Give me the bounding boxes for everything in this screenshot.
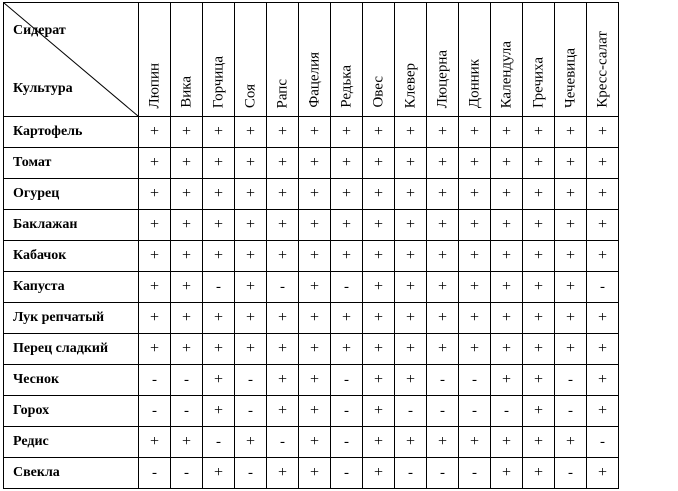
column-header (587, 3, 619, 117)
compatibility-mark: - (427, 396, 459, 427)
compatibility-mark: + (459, 117, 491, 148)
compatibility-mark: + (171, 303, 203, 334)
compatibility-mark: - (139, 365, 171, 396)
table-row (4, 179, 619, 210)
compatibility-mark: + (491, 179, 523, 210)
compatibility-mark: + (363, 458, 395, 489)
compatibility-mark: + (427, 427, 459, 458)
column-header-label: Донник (466, 58, 482, 108)
column-header (331, 3, 363, 117)
compatibility-mark: - (427, 458, 459, 489)
compatibility-mark: + (299, 117, 331, 148)
compatibility-mark: + (267, 179, 299, 210)
compatibility-mark: - (395, 396, 427, 427)
compatibility-mark: + (363, 396, 395, 427)
compatibility-mark: + (267, 365, 299, 396)
corner-label-crop: Культура (13, 81, 73, 96)
compatibility-mark: - (555, 458, 587, 489)
table-row (4, 334, 619, 365)
corner-label-green-manure: Сидерат (13, 23, 66, 38)
compatibility-mark: + (459, 179, 491, 210)
compatibility-mark: + (299, 303, 331, 334)
compatibility-mark: + (395, 241, 427, 272)
compatibility-mark: + (171, 241, 203, 272)
column-header (363, 3, 395, 117)
compatibility-mark: + (555, 179, 587, 210)
compatibility-mark: + (491, 272, 523, 303)
compatibility-mark: + (363, 148, 395, 179)
compatibility-mark: + (587, 210, 619, 241)
column-header-label: Горчица (210, 55, 226, 108)
compatibility-mark: + (459, 427, 491, 458)
compatibility-mark: + (299, 396, 331, 427)
compatibility-mark: + (203, 241, 235, 272)
compatibility-mark: + (587, 303, 619, 334)
compatibility-mark: + (491, 427, 523, 458)
compatibility-mark: + (139, 427, 171, 458)
compatibility-mark: - (587, 272, 619, 303)
table-row (4, 210, 619, 241)
compatibility-mark: + (235, 148, 267, 179)
compatibility-mark: + (235, 241, 267, 272)
compatibility-mark: + (171, 179, 203, 210)
compatibility-mark: + (299, 427, 331, 458)
compatibility-mark: + (523, 303, 555, 334)
compatibility-mark: - (459, 458, 491, 489)
compatibility-mark: + (139, 210, 171, 241)
column-header-label: Рапс (274, 78, 290, 108)
compatibility-mark: + (139, 334, 171, 365)
compatibility-mark: + (459, 272, 491, 303)
compatibility-mark: + (587, 241, 619, 272)
crop-name: Огурец (4, 179, 139, 210)
compatibility-mark: + (523, 117, 555, 148)
compatibility-mark: + (171, 210, 203, 241)
compatibility-mark: + (491, 241, 523, 272)
compatibility-mark: + (203, 396, 235, 427)
compatibility-mark: + (203, 303, 235, 334)
compatibility-mark: + (491, 458, 523, 489)
compatibility-mark: + (395, 179, 427, 210)
crop-name: Капуста (4, 272, 139, 303)
compatibility-mark: + (331, 210, 363, 241)
compatibility-mark: + (395, 148, 427, 179)
compatibility-mark: + (395, 272, 427, 303)
compatibility-mark: + (203, 334, 235, 365)
compatibility-mark: + (491, 210, 523, 241)
compatibility-mark: + (427, 272, 459, 303)
crop-name: Перец сладкий (4, 334, 139, 365)
compatibility-mark: + (491, 365, 523, 396)
compatibility-mark: - (555, 365, 587, 396)
table-row (4, 272, 619, 303)
compatibility-mark: + (267, 396, 299, 427)
compatibility-mark: - (203, 272, 235, 303)
compatibility-mark: + (139, 117, 171, 148)
compatibility-mark: + (427, 117, 459, 148)
table-row (4, 458, 619, 489)
compatibility-mark: + (587, 179, 619, 210)
column-header-label: Кресс-салат (594, 31, 610, 108)
compatibility-mark: + (171, 148, 203, 179)
compatibility-mark: + (523, 241, 555, 272)
column-header (235, 3, 267, 117)
compatibility-mark: - (331, 427, 363, 458)
column-header (395, 3, 427, 117)
compatibility-mark: - (171, 458, 203, 489)
compatibility-mark: + (203, 458, 235, 489)
compatibility-mark: + (363, 179, 395, 210)
compatibility-mark: + (267, 241, 299, 272)
crop-name: Свекла (4, 458, 139, 489)
compatibility-mark: + (587, 148, 619, 179)
compatibility-mark: + (363, 365, 395, 396)
compatibility-mark: + (363, 334, 395, 365)
compatibility-mark: + (267, 458, 299, 489)
compatibility-mark: + (299, 148, 331, 179)
compatibility-mark: + (331, 117, 363, 148)
compatibility-mark: + (427, 210, 459, 241)
compatibility-mark: - (331, 365, 363, 396)
table-body (4, 117, 619, 489)
column-header (299, 3, 331, 117)
compatibility-mark: + (299, 210, 331, 241)
compatibility-mark: - (491, 396, 523, 427)
crop-name: Кабачок (4, 241, 139, 272)
compatibility-mark: - (139, 396, 171, 427)
compatibility-mark: + (427, 241, 459, 272)
compatibility-mark: + (331, 303, 363, 334)
table-row (4, 396, 619, 427)
compatibility-mark: - (395, 458, 427, 489)
compatibility-mark: - (331, 458, 363, 489)
crop-name: Редис (4, 427, 139, 458)
compatibility-mark: + (555, 148, 587, 179)
column-header-label: Редька (338, 65, 354, 108)
compatibility-mark: + (523, 396, 555, 427)
compatibility-mark: + (555, 117, 587, 148)
column-header (267, 3, 299, 117)
compatibility-mark: + (555, 334, 587, 365)
compatibility-mark: - (555, 396, 587, 427)
compatibility-mark: + (459, 241, 491, 272)
table-row (4, 148, 619, 179)
compatibility-mark: + (587, 458, 619, 489)
crop-name: Лук репчатый (4, 303, 139, 334)
compatibility-mark: + (459, 334, 491, 365)
column-header (139, 3, 171, 117)
column-header-label: Календула (498, 40, 514, 108)
compatibility-mark: + (587, 334, 619, 365)
compatibility-mark: + (299, 272, 331, 303)
compatibility-mark: + (395, 365, 427, 396)
compatibility-mark: + (203, 179, 235, 210)
column-header-label: Люпин (146, 62, 162, 108)
header-row (4, 3, 619, 117)
compatibility-mark: + (203, 210, 235, 241)
compatibility-mark: + (139, 148, 171, 179)
crop-name: Горох (4, 396, 139, 427)
column-header (427, 3, 459, 117)
compatibility-mark: + (491, 148, 523, 179)
compatibility-mark: + (171, 334, 203, 365)
column-header-label: Фацелия (306, 52, 322, 108)
compatibility-mark: + (523, 427, 555, 458)
compatibility-mark: + (299, 365, 331, 396)
compatibility-mark: + (555, 303, 587, 334)
table-row (4, 303, 619, 334)
column-header-label: Овес (370, 76, 386, 108)
compatibility-mark: + (555, 272, 587, 303)
compatibility-mark: + (427, 148, 459, 179)
column-header (459, 3, 491, 117)
compatibility-mark: + (267, 334, 299, 365)
compatibility-mark: + (267, 210, 299, 241)
compatibility-mark: + (459, 210, 491, 241)
column-header-label: Люцерна (434, 49, 450, 108)
compatibility-mark: + (235, 427, 267, 458)
compatibility-mark: + (395, 334, 427, 365)
compatibility-mark: + (267, 148, 299, 179)
compatibility-mark: + (491, 117, 523, 148)
compatibility-mark: + (523, 148, 555, 179)
compatibility-mark: - (203, 427, 235, 458)
compatibility-mark: + (363, 210, 395, 241)
compatibility-mark: + (139, 272, 171, 303)
column-header (171, 3, 203, 117)
compatibility-mark: - (171, 396, 203, 427)
column-header-label: Вика (178, 76, 194, 108)
compatibility-mark: - (235, 396, 267, 427)
compatibility-mark: + (427, 303, 459, 334)
column-header (523, 3, 555, 117)
compatibility-mark: + (203, 365, 235, 396)
compatibility-mark: + (139, 179, 171, 210)
compatibility-mark: + (395, 210, 427, 241)
compatibility-mark: - (235, 365, 267, 396)
compatibility-mark: + (523, 179, 555, 210)
compatibility-mark: + (235, 272, 267, 303)
compatibility-mark: + (363, 241, 395, 272)
compatibility-mark: + (427, 179, 459, 210)
compatibility-mark: + (139, 303, 171, 334)
corner-cell (4, 3, 139, 117)
diagonal-divider (4, 3, 138, 116)
compatibility-mark: + (267, 117, 299, 148)
compatibility-mark: - (331, 396, 363, 427)
compatibility-mark: + (459, 148, 491, 179)
table-row (4, 117, 619, 148)
compatibility-mark: + (363, 303, 395, 334)
compatibility-mark: + (299, 179, 331, 210)
column-header-label: Клевер (402, 62, 418, 108)
compatibility-mark: + (491, 303, 523, 334)
column-header-label: Соя (242, 83, 258, 108)
compatibility-mark: + (203, 117, 235, 148)
compatibility-mark: + (171, 117, 203, 148)
compatibility-mark: + (427, 334, 459, 365)
crop-name: Чеснок (4, 365, 139, 396)
compatibility-mark: - (587, 427, 619, 458)
compatibility-mark: + (587, 365, 619, 396)
crop-name: Томат (4, 148, 139, 179)
compatibility-mark: + (555, 241, 587, 272)
column-header-label: Чечевица (562, 47, 578, 108)
compatibility-mark: + (587, 117, 619, 148)
compatibility-mark: + (299, 334, 331, 365)
compatibility-mark: + (267, 303, 299, 334)
compatibility-mark: + (523, 365, 555, 396)
compatibility-mark: + (235, 303, 267, 334)
compatibility-mark: + (331, 334, 363, 365)
compatibility-mark: + (555, 427, 587, 458)
compatibility-mark: + (555, 210, 587, 241)
crop-name: Картофель (4, 117, 139, 148)
compatibility-mark: + (203, 148, 235, 179)
table-row (4, 427, 619, 458)
compatibility-mark: + (235, 117, 267, 148)
table-row (4, 241, 619, 272)
compatibility-mark: + (363, 427, 395, 458)
compatibility-mark: - (171, 365, 203, 396)
compatibility-mark: + (587, 396, 619, 427)
column-header (203, 3, 235, 117)
compatibility-mark: + (395, 427, 427, 458)
compatibility-mark: + (523, 334, 555, 365)
compatibility-mark: + (235, 334, 267, 365)
compatibility-mark: + (459, 303, 491, 334)
compatibility-mark: - (267, 272, 299, 303)
column-header (491, 3, 523, 117)
crop-name: Баклажан (4, 210, 139, 241)
column-header-label: Гречиха (530, 56, 546, 108)
compatibility-mark: + (235, 210, 267, 241)
compatibility-mark: + (331, 241, 363, 272)
table-row (4, 365, 619, 396)
compatibility-mark: + (363, 117, 395, 148)
compatibility-mark: + (523, 210, 555, 241)
compatibility-mark: - (139, 458, 171, 489)
compatibility-mark: - (427, 365, 459, 396)
compatibility-mark: + (171, 427, 203, 458)
compatibility-mark: + (523, 272, 555, 303)
compatibility-mark: + (395, 117, 427, 148)
compatibility-mark: + (299, 241, 331, 272)
compatibility-mark: + (363, 272, 395, 303)
compatibility-mark: + (523, 458, 555, 489)
compatibility-mark: - (459, 365, 491, 396)
compatibility-mark: + (171, 272, 203, 303)
compatibility-mark: - (267, 427, 299, 458)
compatibility-mark: + (299, 458, 331, 489)
compatibility-mark: - (331, 272, 363, 303)
compatibility-mark: + (139, 241, 171, 272)
column-header (555, 3, 587, 117)
compatibility-mark: - (459, 396, 491, 427)
compatibility-mark: - (235, 458, 267, 489)
compatibility-mark: + (235, 179, 267, 210)
compatibility-mark: + (491, 334, 523, 365)
compatibility-mark: + (331, 148, 363, 179)
compatibility-mark: + (395, 303, 427, 334)
compatibility-mark: + (331, 179, 363, 210)
green-manure-compatibility-table (3, 2, 619, 489)
